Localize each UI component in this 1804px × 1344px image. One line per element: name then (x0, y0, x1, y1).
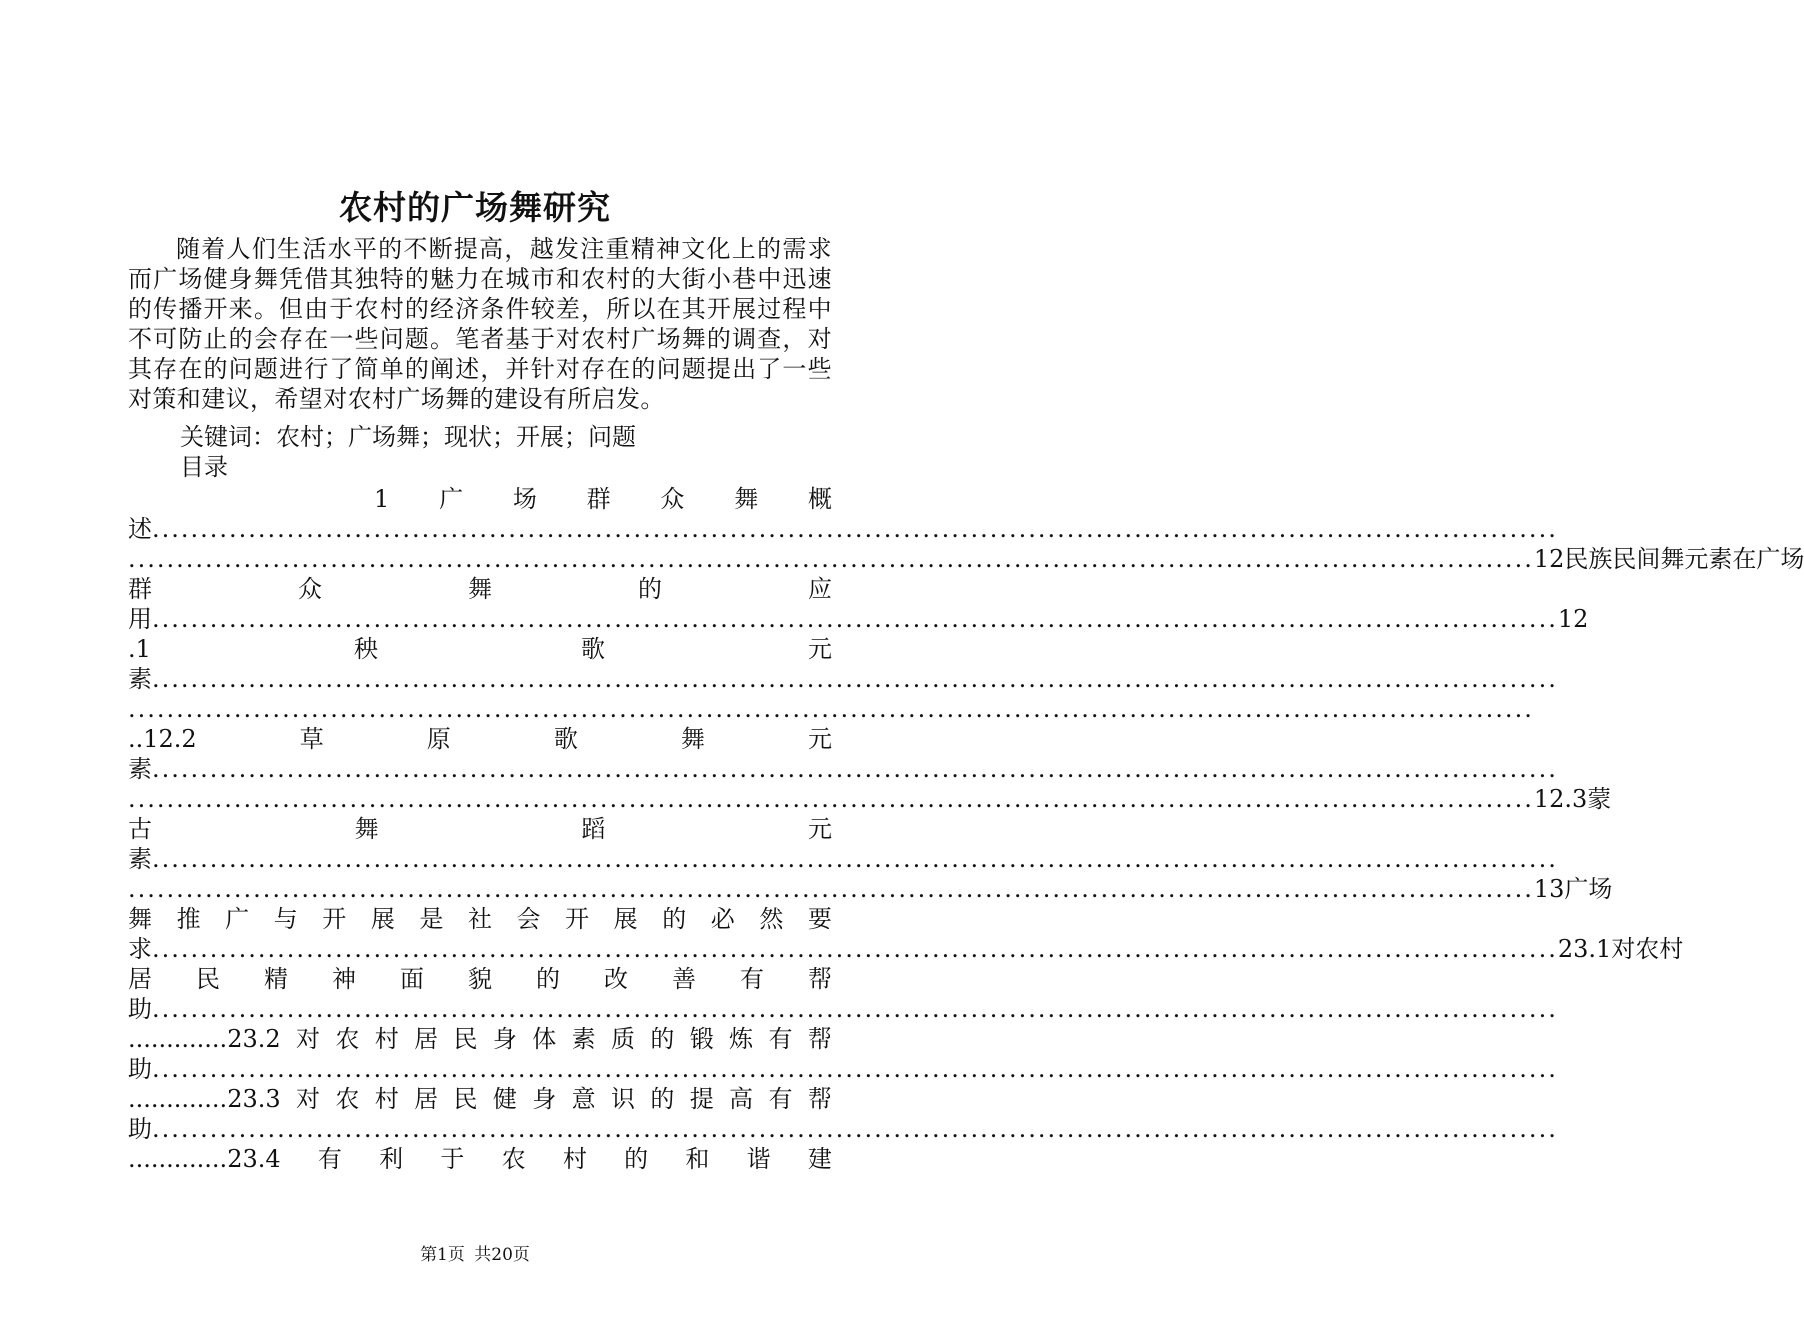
toc-line (128, 994, 1558, 1024)
toc-text: 素 (128, 755, 152, 783)
toc-text: 帮 (807, 1085, 832, 1113)
toc-line (128, 784, 1612, 814)
table-of-contents (128, 484, 1804, 1174)
toc-line (128, 724, 832, 754)
toc-line (128, 544, 1804, 574)
toc-text: 群 (586, 485, 611, 513)
toc-text: 元 (807, 725, 832, 753)
toc-text: 健 (492, 1085, 517, 1113)
toc-text: 舞 (734, 485, 759, 513)
toc-text: 农 (335, 1085, 360, 1113)
toc-text: 元 (807, 815, 832, 843)
toc-text: 歌 (580, 635, 605, 663)
toc-text: 秧 (353, 635, 378, 663)
toc-text: 改 (604, 965, 628, 993)
toc-text: 有 (317, 1145, 342, 1173)
toc-text: 12民族民间舞元素在广场 (1533, 545, 1804, 573)
toc-text: 草 (299, 725, 324, 753)
toc-text: 有 (740, 965, 764, 993)
toc-text: 13广场 (1533, 875, 1613, 903)
document-title: 农村的广场舞研究 (339, 188, 611, 227)
toc-text: 谐 (746, 1145, 771, 1173)
toc-text: 身 (492, 1025, 517, 1053)
toc-text: 会 (516, 905, 541, 933)
toc-text: 有 (768, 1025, 793, 1053)
toc-text: 舞 (468, 575, 492, 603)
toc-line (128, 484, 832, 514)
dot-leader: ............. (128, 1025, 228, 1053)
toc-text: 原 (426, 725, 451, 753)
toc-text: 12 (1557, 605, 1589, 633)
toc-text: 锻 (689, 1025, 714, 1053)
toc-heading: 目录 (180, 453, 228, 481)
dot-leader: .................................................................................................................................................. (152, 515, 1558, 543)
toc-text: 是 (419, 905, 444, 933)
toc-text: 农 (501, 1145, 526, 1173)
toc-text: 概 (807, 485, 832, 513)
toc-text: 述 (128, 515, 152, 543)
toc-text: 和 (685, 1145, 710, 1173)
toc-line (128, 694, 1534, 724)
toc-text: 帮 (808, 965, 832, 993)
toc-text: 的 (624, 1145, 649, 1173)
toc-text (128, 1024, 281, 1054)
toc-text: 的 (536, 965, 560, 993)
toc-text: ..12.2 (128, 725, 197, 753)
toc-text: 元 (808, 635, 832, 663)
toc-line (128, 1024, 832, 1054)
toc-text: 素 (571, 1025, 596, 1053)
toc-line (128, 574, 832, 604)
toc-text: 然 (759, 905, 784, 933)
toc-text: 体 (532, 1025, 557, 1053)
toc-text: 质 (611, 1025, 635, 1053)
toc-text: 开 (565, 905, 590, 933)
toc-text: 广 (225, 905, 250, 933)
dot-leader: .................................................................................................................................................. (128, 695, 1534, 723)
toc-line (128, 814, 832, 844)
toc-line (128, 844, 1558, 874)
toc-text: 要 (807, 905, 832, 933)
toc-text: 面 (400, 965, 424, 993)
toc-text: 广 (439, 485, 464, 513)
toc-text: 村 (374, 1085, 399, 1113)
toc-text: 村 (562, 1145, 587, 1173)
toc-line (128, 1114, 1558, 1144)
dot-leader: .................................................................................................................................................. (128, 545, 1534, 573)
toc-text: 的 (650, 1025, 675, 1053)
toc-text: 村 (374, 1025, 399, 1053)
toc-text: 助 (128, 1115, 152, 1143)
toc-text (128, 1084, 281, 1114)
toc-text: 开 (322, 905, 347, 933)
dot-leader: .................................................................................................................................................. (152, 755, 1558, 783)
dot-leader: .................................................................................................................................................. (152, 995, 1558, 1023)
toc-text: 于 (440, 1145, 465, 1173)
toc-text: 炼 (729, 1025, 754, 1053)
dot-leader: .................................................................................................................................................. (152, 935, 1558, 963)
toc-text: 12.3蒙 (1533, 785, 1612, 813)
toc-text: 意 (571, 1085, 596, 1113)
toc-text: 展 (370, 905, 395, 933)
abstract (128, 234, 832, 414)
dot-leader: .................................................................................................................................................. (152, 1055, 1558, 1083)
toc-line (128, 964, 832, 994)
toc-text: 群 (128, 575, 152, 603)
dot-leader: .................................................................................................................................................. (152, 1115, 1558, 1143)
toc-text: 应 (808, 575, 832, 603)
toc-text: 社 (467, 905, 492, 933)
toc-text: 貌 (468, 965, 492, 993)
toc-text: 与 (273, 905, 298, 933)
toc-text: 23.4 (227, 1145, 281, 1173)
toc-line (128, 634, 832, 664)
dot-leader: .................................................................................................................................................. (128, 785, 1534, 813)
toc-text: 的 (650, 1085, 675, 1113)
toc-text: 建 (807, 1145, 832, 1173)
dot-leader: .................................................................................................................................................. (128, 875, 1534, 903)
toc-text: 用 (128, 605, 152, 633)
toc-line (128, 1084, 832, 1114)
toc-text: 场 (512, 485, 537, 513)
toc-text: 身 (532, 1085, 557, 1113)
page-number: 第1页 (420, 1245, 465, 1265)
toc-text: 舞 (354, 815, 379, 843)
toc-text: 蹈 (581, 815, 606, 843)
toc-text: 精 (264, 965, 288, 993)
toc-text: 必 (710, 905, 735, 933)
toc-text: 善 (672, 965, 696, 993)
dot-leader: ............. (128, 1085, 228, 1113)
dot-leader: .................................................................................................................................................. (152, 665, 1558, 693)
toc-text: 推 (176, 905, 201, 933)
toc-text: 助 (128, 1055, 152, 1083)
toc-line (128, 754, 1558, 784)
toc-text: 提 (689, 1085, 714, 1113)
toc-text: 展 (613, 905, 638, 933)
dot-leader: ............. (128, 1145, 228, 1173)
toc-text: 居 (414, 1085, 439, 1113)
toc-text: 对 (296, 1025, 320, 1053)
toc-text: 居 (414, 1025, 439, 1053)
toc-text: 舞 (680, 725, 705, 753)
toc-line (128, 874, 1613, 904)
toc-line (128, 664, 1558, 694)
toc-text: 对 (296, 1085, 320, 1113)
toc-text: 古 (128, 815, 152, 843)
toc-text: 民 (196, 965, 220, 993)
page-footer (0, 1240, 950, 1265)
keywords-line: 关键词：农村；广场舞；现状；开展；问题 (180, 423, 636, 451)
toc-text: 神 (332, 965, 356, 993)
toc-text: 23.2 (227, 1025, 281, 1053)
dot-leader: .................................................................................................................................................. (152, 845, 1558, 873)
toc-text: 众 (298, 575, 322, 603)
toc-text: 民 (453, 1025, 478, 1053)
toc-text: 农 (335, 1025, 360, 1053)
toc-text: 助 (128, 995, 152, 1023)
toc-text: 1 (374, 485, 390, 513)
toc-line (128, 604, 1589, 634)
toc-text: 高 (729, 1085, 754, 1113)
toc-text: 素 (128, 845, 152, 873)
toc-line (128, 1144, 832, 1174)
toc-text: 众 (660, 485, 685, 513)
toc-text: 识 (611, 1085, 635, 1113)
toc-text: .1 (128, 635, 151, 663)
toc-text: 有 (768, 1085, 793, 1113)
toc-text: 求 (128, 935, 152, 963)
toc-text: 歌 (553, 725, 578, 753)
toc-text: 民 (453, 1085, 478, 1113)
toc-line (128, 934, 1684, 964)
toc-text: 23.1对农村 (1557, 935, 1684, 963)
toc-line (128, 904, 832, 934)
toc-line (128, 1054, 1558, 1084)
toc-text: 利 (379, 1145, 404, 1173)
toc-text: 的 (638, 575, 662, 603)
toc-text: 居 (128, 965, 152, 993)
toc-line (128, 514, 1558, 544)
toc-text: 帮 (807, 1025, 832, 1053)
dot-leader: .................................................................................................................................................. (152, 605, 1558, 633)
toc-text: 舞 (128, 905, 152, 933)
abstract-paragraph: 随着人们生活水平的不断提高，越发注重精神文化上的需求而广场健身舞凭借其独特的魅力在城市和农村的大街小巷中迅速的传播开来。但由于农村的经济条件较差，所以在其开展过程中不可防止的会存在一些问题。笔者基于对农村广场舞的调查，对其存在的问题进行了简单的阐述，并针对存在的问题提出了一些对策和建议，希望对农村广场舞的建设有所启发。 (128, 235, 832, 413)
toc-text: 的 (662, 905, 687, 933)
toc-text: 素 (128, 665, 152, 693)
toc-text: 23.3 (227, 1085, 281, 1113)
page-total: 共20页 (474, 1245, 530, 1265)
toc-text (128, 1144, 281, 1174)
